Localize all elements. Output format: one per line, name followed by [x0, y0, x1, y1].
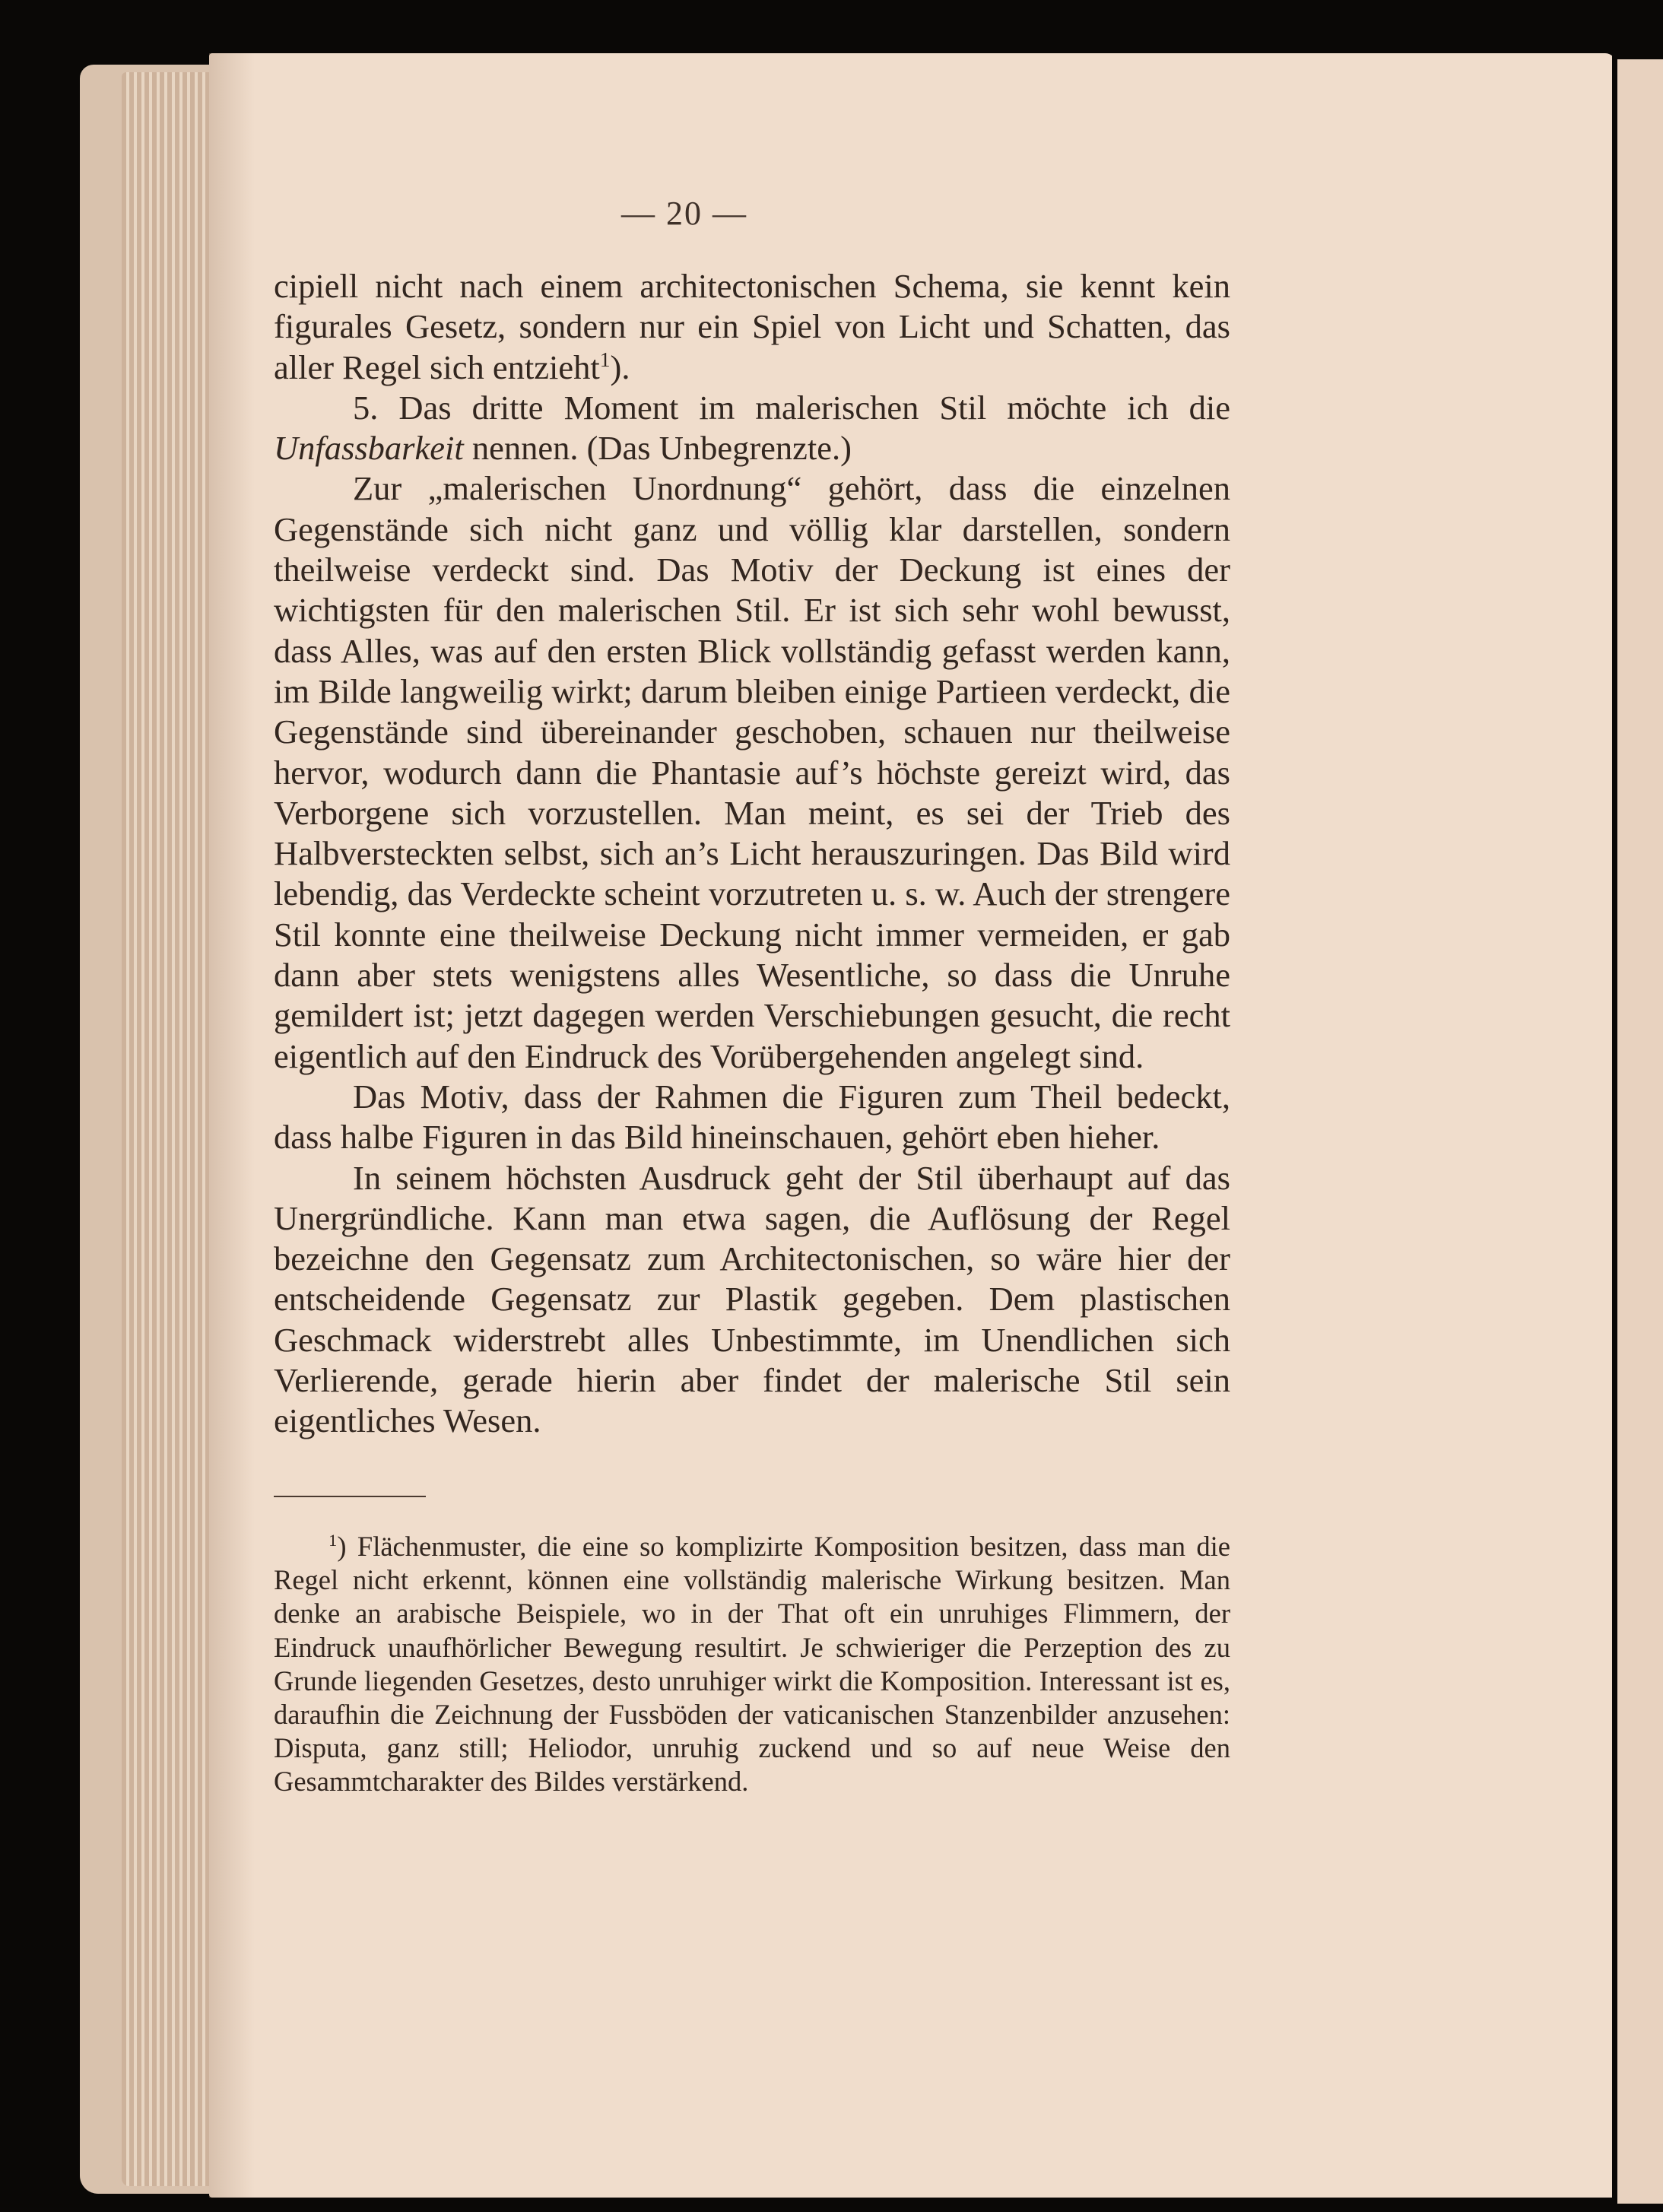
emphasis-term: Unfassbarkeit [274, 429, 464, 468]
next-page-sliver [1617, 59, 1663, 2204]
paragraph-continuation [274, 266, 1230, 388]
footnote-marker: 1 [328, 1530, 338, 1550]
spine-shadow [209, 53, 255, 2198]
footnote-text: Flächenmuster, die eine so komplizirte Komposition besitzen, dass man die Regel nicht erkennt, können eine vollständig malerische Wirkung besitzen. Man denke an arabische Beispiele, wo in der That oft ein unruhiges Flimmern, der Eindruck unaufhörlicher Bewegung resultirt. Je schwieriger die Perzeption des zu Grunde liegenden Gesetzes, desto unruhiger wirkt die Komposition. Interessant ist es, daraufhin die Zeichnung der Fussböden der vaticanischen Stanzenbilder anzusehen: Disputa, ganz still; Heliodor, unruhig zuckend und so auf neue Weise den Gesammtcharakter des Bildes verstärkend. [274, 1531, 1231, 1798]
footnote-paragraph [274, 1530, 1230, 1799]
paragraph-unfathomable: In seinem höchsten Ausdruck geht der Stil überhaupt auf das Unergründliche. Kann man etwa sagen, die Auflösung der Regel bezeichne den Gegensatz zum Architectonischen, so wäre hier der entscheidende Gegensatz zur Plastik gegeben. Dem plastischen Geschmack widerstrebt alles Unbestimmte, im Unendlichen sich Verlierende, gerade hierin aber findet der malerische Stil sein eigentliches Wesen. [274, 1158, 1230, 1440]
paragraph-disorder: Zur „malerischen Unordnung“ gehört, dass die einzelnen Gegenstände sich nicht ganz und völlig klar darstellen, sondern theilweise verdeckt sind. Das Motiv der Deckung ist eines der wichtigsten für den malerischen Stil. Er ist sich sehr wohl bewusst, dass Alles, was auf den ersten Blick vollständig gefasst werden kann, im Bilde langweilig wirkt; darum bleiben einige Partieen verdeckt, die Gegenstände sind übereinander geschoben, schauen nur theilweise hervor, wodurch dann die Phantasie auf’s höchste gereizt wird, das Verborgene sich vorzustellen. Man meint, es sei der Trieb des Halbversteckten selbst, sich an’s Licht herauszuringen. Das Bild wird lebendig, das Verdeckte scheint vorzutreten u. s. w. Auch der strengere Stil konnte eine theilweise Deckung nicht immer vermeiden, er gab dann aber stets wenigstens alles Wesentliche, so dass die Unruhe gemildert ist; jetzt dagegen werden Verschiebungen gesucht, die recht eigentlich auf den Eindruck des Vorübergehenden angelegt sind. [274, 469, 1230, 1075]
footnote-reference: 1 [599, 347, 611, 371]
body-text [274, 266, 1230, 1442]
footnote-marker-paren: ) [337, 1531, 347, 1562]
paragraph-text: Das dritte Moment im malerischen Stil möchte ich die [398, 388, 1231, 427]
page-number: — 20 — [621, 195, 747, 232]
footnote-separator [274, 1496, 426, 1497]
section-number: 5. [353, 388, 379, 427]
paragraph-moment-5 [274, 388, 1230, 469]
paragraph-text-tail: nennen. (Das Unbegrenzte.) [471, 429, 852, 468]
paragraph-text: cipiell nicht nach einem architectonischen Schema, sie kennt kein figurales Gesetz, sondern nur ein Spiel von Licht und Schatten, das aller Regel sich entzieht [274, 267, 1230, 386]
paragraph-frame-motif: Das Motiv, dass der Rahmen die Figuren zum Theil bedeckt, dass halbe Figuren in das Bild hineinschauen, gehört eben hieher. [274, 1077, 1230, 1157]
footnote [274, 1530, 1230, 1799]
paragraph-text-tail: ). [610, 348, 630, 386]
page-edges [122, 72, 209, 2186]
